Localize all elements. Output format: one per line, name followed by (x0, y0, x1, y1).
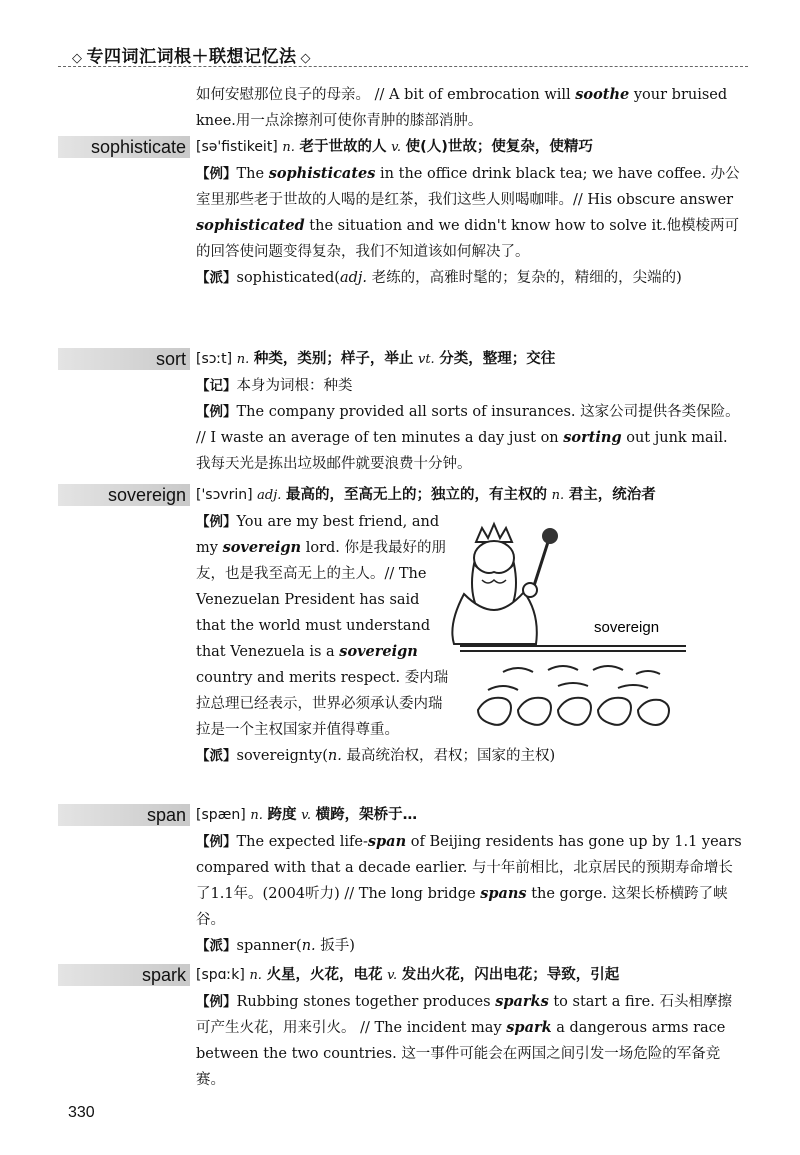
part-of-speech: n. (249, 968, 262, 983)
intro-en: A bit of embrocation will (389, 87, 576, 103)
example-text: a dangerous arms race between the two countries. (196, 1020, 726, 1062)
part-of-speech: n. (282, 140, 295, 155)
page-header (58, 36, 748, 70)
derivative-word: sovereignty( (236, 748, 328, 764)
part-of-speech: n. (327, 748, 342, 764)
derivative-word: spanner( (236, 938, 302, 954)
part-of-speech: v. (391, 140, 402, 155)
example-cn: 他模棱两可的回答使问题变得复杂，我们不知道该如何解决了。 (196, 218, 740, 260)
example-text: You are my best friend, and my (196, 514, 440, 556)
example-keyword: sparks (495, 993, 549, 1010)
phonetic: ['sɔvrin] (196, 487, 253, 503)
definition-line (196, 134, 746, 161)
example-text: of Beijing residents has gone up by 1.1 years compared with that a decade earlier. (196, 834, 742, 876)
example-keyword: sorting (563, 429, 622, 446)
part-of-speech: adj. (339, 270, 367, 286)
example-text: out junk mail. (621, 430, 728, 446)
example-tag: 【例】 (196, 404, 237, 420)
example-cn: 这架长桥横跨了峡谷。 (196, 886, 728, 928)
part-of-speech: n. (301, 938, 316, 954)
example-block (196, 989, 746, 1093)
definition: 最高的，至高无上的；独立的，有主权的 (286, 487, 548, 503)
derivative-block (196, 265, 746, 291)
memory-tag: 【记】 (196, 378, 237, 394)
phonetic: [spɑːk] (196, 967, 245, 983)
example-cn: 与十年前相比，北京居民的预期寿命增长了1.1年。(2004听力) (196, 860, 733, 902)
memory-text: 本身为词根：种类 (236, 378, 353, 394)
derivative-word: sophisticated( (236, 270, 340, 286)
example-tag: 【例】 (196, 994, 237, 1010)
diamond-icon: ◇ (72, 51, 83, 66)
part-of-speech: n. (551, 488, 565, 503)
example-keyword: sovereign (339, 643, 418, 660)
example-text: in the office drink black tea; we have coffee. (375, 166, 707, 182)
example-text: His obscure answer (587, 192, 734, 208)
intro-en-end: your bruised knee. (196, 87, 728, 129)
intro-keyword: soothe (575, 86, 630, 103)
separator: // (370, 87, 389, 103)
definition: 老于世故的人 (299, 139, 387, 155)
headword: sovereign (58, 484, 190, 506)
example-cn: 委内瑞拉总理已经表示，世界必须承认委内瑞拉是一个主权国家并值得尊重。 (196, 670, 449, 738)
derivative-block (196, 933, 746, 959)
sovereign-illustration (408, 514, 688, 744)
definition-line (196, 482, 746, 509)
example-text: The Venezuelan President has said that the world must understand that Venezuela is a (196, 566, 431, 660)
example-block (196, 161, 746, 265)
headword: spark (58, 964, 190, 986)
example-tag: 【例】 (196, 166, 237, 182)
example-tag: 【例】 (196, 834, 237, 850)
example-keyword: sovereign (222, 539, 302, 556)
example-keyword: span (367, 833, 407, 850)
example-keyword: sophisticated (196, 217, 305, 234)
definition-line (196, 346, 746, 373)
headword: sort (58, 348, 190, 370)
derivative-def: 老练的，高雅时髦的；复杂的，精细的，尖端的) (367, 270, 682, 286)
derivative-block (196, 743, 746, 769)
diamond-icon: ◇ (300, 51, 311, 66)
example-block (196, 399, 746, 477)
example-keyword: spark (506, 1019, 552, 1036)
derivative-def: 扳手) (315, 938, 355, 954)
derivative-tag: 【派】 (196, 748, 237, 764)
king-hand (523, 583, 537, 597)
example-cn: 这家公司提供各类保险。 (580, 404, 740, 420)
example-block (196, 829, 746, 933)
header-title (68, 42, 315, 67)
definition-line (196, 802, 746, 829)
part-of-speech: v. (301, 808, 312, 823)
phonetic: [sɔːt] (196, 351, 233, 367)
example-keyword: sophisticates (268, 165, 376, 182)
definition: 君主，统治者 (568, 487, 656, 503)
example-text: Rubbing stones together produces (236, 994, 496, 1010)
memory-block (196, 373, 746, 399)
definition: 分类，整理；交往 (439, 351, 556, 367)
header-title-text: 专四词汇词根＋联想记忆法 (86, 47, 297, 67)
example-text: The expected life- (236, 834, 368, 850)
derivative-tag: 【派】 (196, 938, 237, 954)
example-tag: 【例】 (196, 514, 237, 530)
definition: 横跨，架桥于… (315, 807, 418, 823)
definition-line (196, 962, 746, 989)
example-text: The company provided all sorts of insurances. (236, 404, 576, 420)
part-of-speech: n. (250, 808, 263, 823)
derivative-def: 最高统治权，君权；国家的主权) (341, 748, 556, 764)
example-text: // The long bridge (339, 886, 481, 902)
definition: 火星，火花，电花 (266, 967, 383, 983)
definition: 种类，类别；样子，举止 (253, 351, 414, 367)
example-cn: 这一事件可能会在两国之间引发一场危险的军备竞赛。 (196, 1046, 721, 1088)
part-of-speech: n. (236, 352, 250, 367)
phonetic: [sə'fistikeit] (196, 139, 278, 155)
bowing-subjects (478, 666, 669, 725)
part-of-speech: v. (387, 968, 398, 983)
example-keyword: spans (480, 885, 527, 902)
intro-cn2: 用一点涂擦剂可使你青肿的膝部消肿。 (235, 113, 483, 129)
example-cn: 我每天光是拣出垃圾邮件就要浪费十分钟。 (196, 456, 472, 472)
intro-cn: 如何安慰那位良子的母亲。 (196, 87, 370, 103)
scepter-head (542, 528, 558, 544)
example-text: The (236, 166, 269, 182)
example-text: lord. (301, 540, 340, 556)
example-text: to start a fire. (548, 994, 655, 1010)
definition: 使(人)世故；使复杂，使精巧 (405, 139, 593, 155)
example-text: the situation and we didn't know how to solve it. (304, 218, 667, 234)
headword: sophisticate (58, 136, 190, 158)
phonetic: [spæn] (196, 807, 246, 823)
crown-icon (476, 524, 512, 542)
example-cn: 办公室里那些老于世故的人喝的是红茶，我们这些人则喝咖啡。// (196, 166, 740, 208)
definition: 发出火花，闪出电花；导致，引起 (401, 967, 620, 983)
example-text: country and merits respect. (196, 670, 401, 686)
definition: 跨度 (267, 807, 297, 823)
example-cn: 石头相摩擦可产生火花，用来引火。 (196, 994, 732, 1036)
part-of-speech: vt. (417, 352, 435, 367)
headword: span (58, 804, 190, 826)
derivative-tag: 【派】 (196, 270, 237, 286)
part-of-speech: adj. (257, 488, 282, 503)
illustration-label: sovereign (594, 619, 660, 636)
king-and-subjects-drawing (408, 514, 688, 744)
example-text: the gorge. (526, 886, 607, 902)
example-text: // The incident may (355, 1020, 507, 1036)
example-text: // I waste an average of ten minutes a day just on (196, 430, 564, 446)
page-number: 330 (68, 1104, 95, 1121)
example-cn: 你是我最好的朋友，也是我至高无上的主人。// (196, 540, 447, 582)
header-rule (58, 66, 748, 67)
